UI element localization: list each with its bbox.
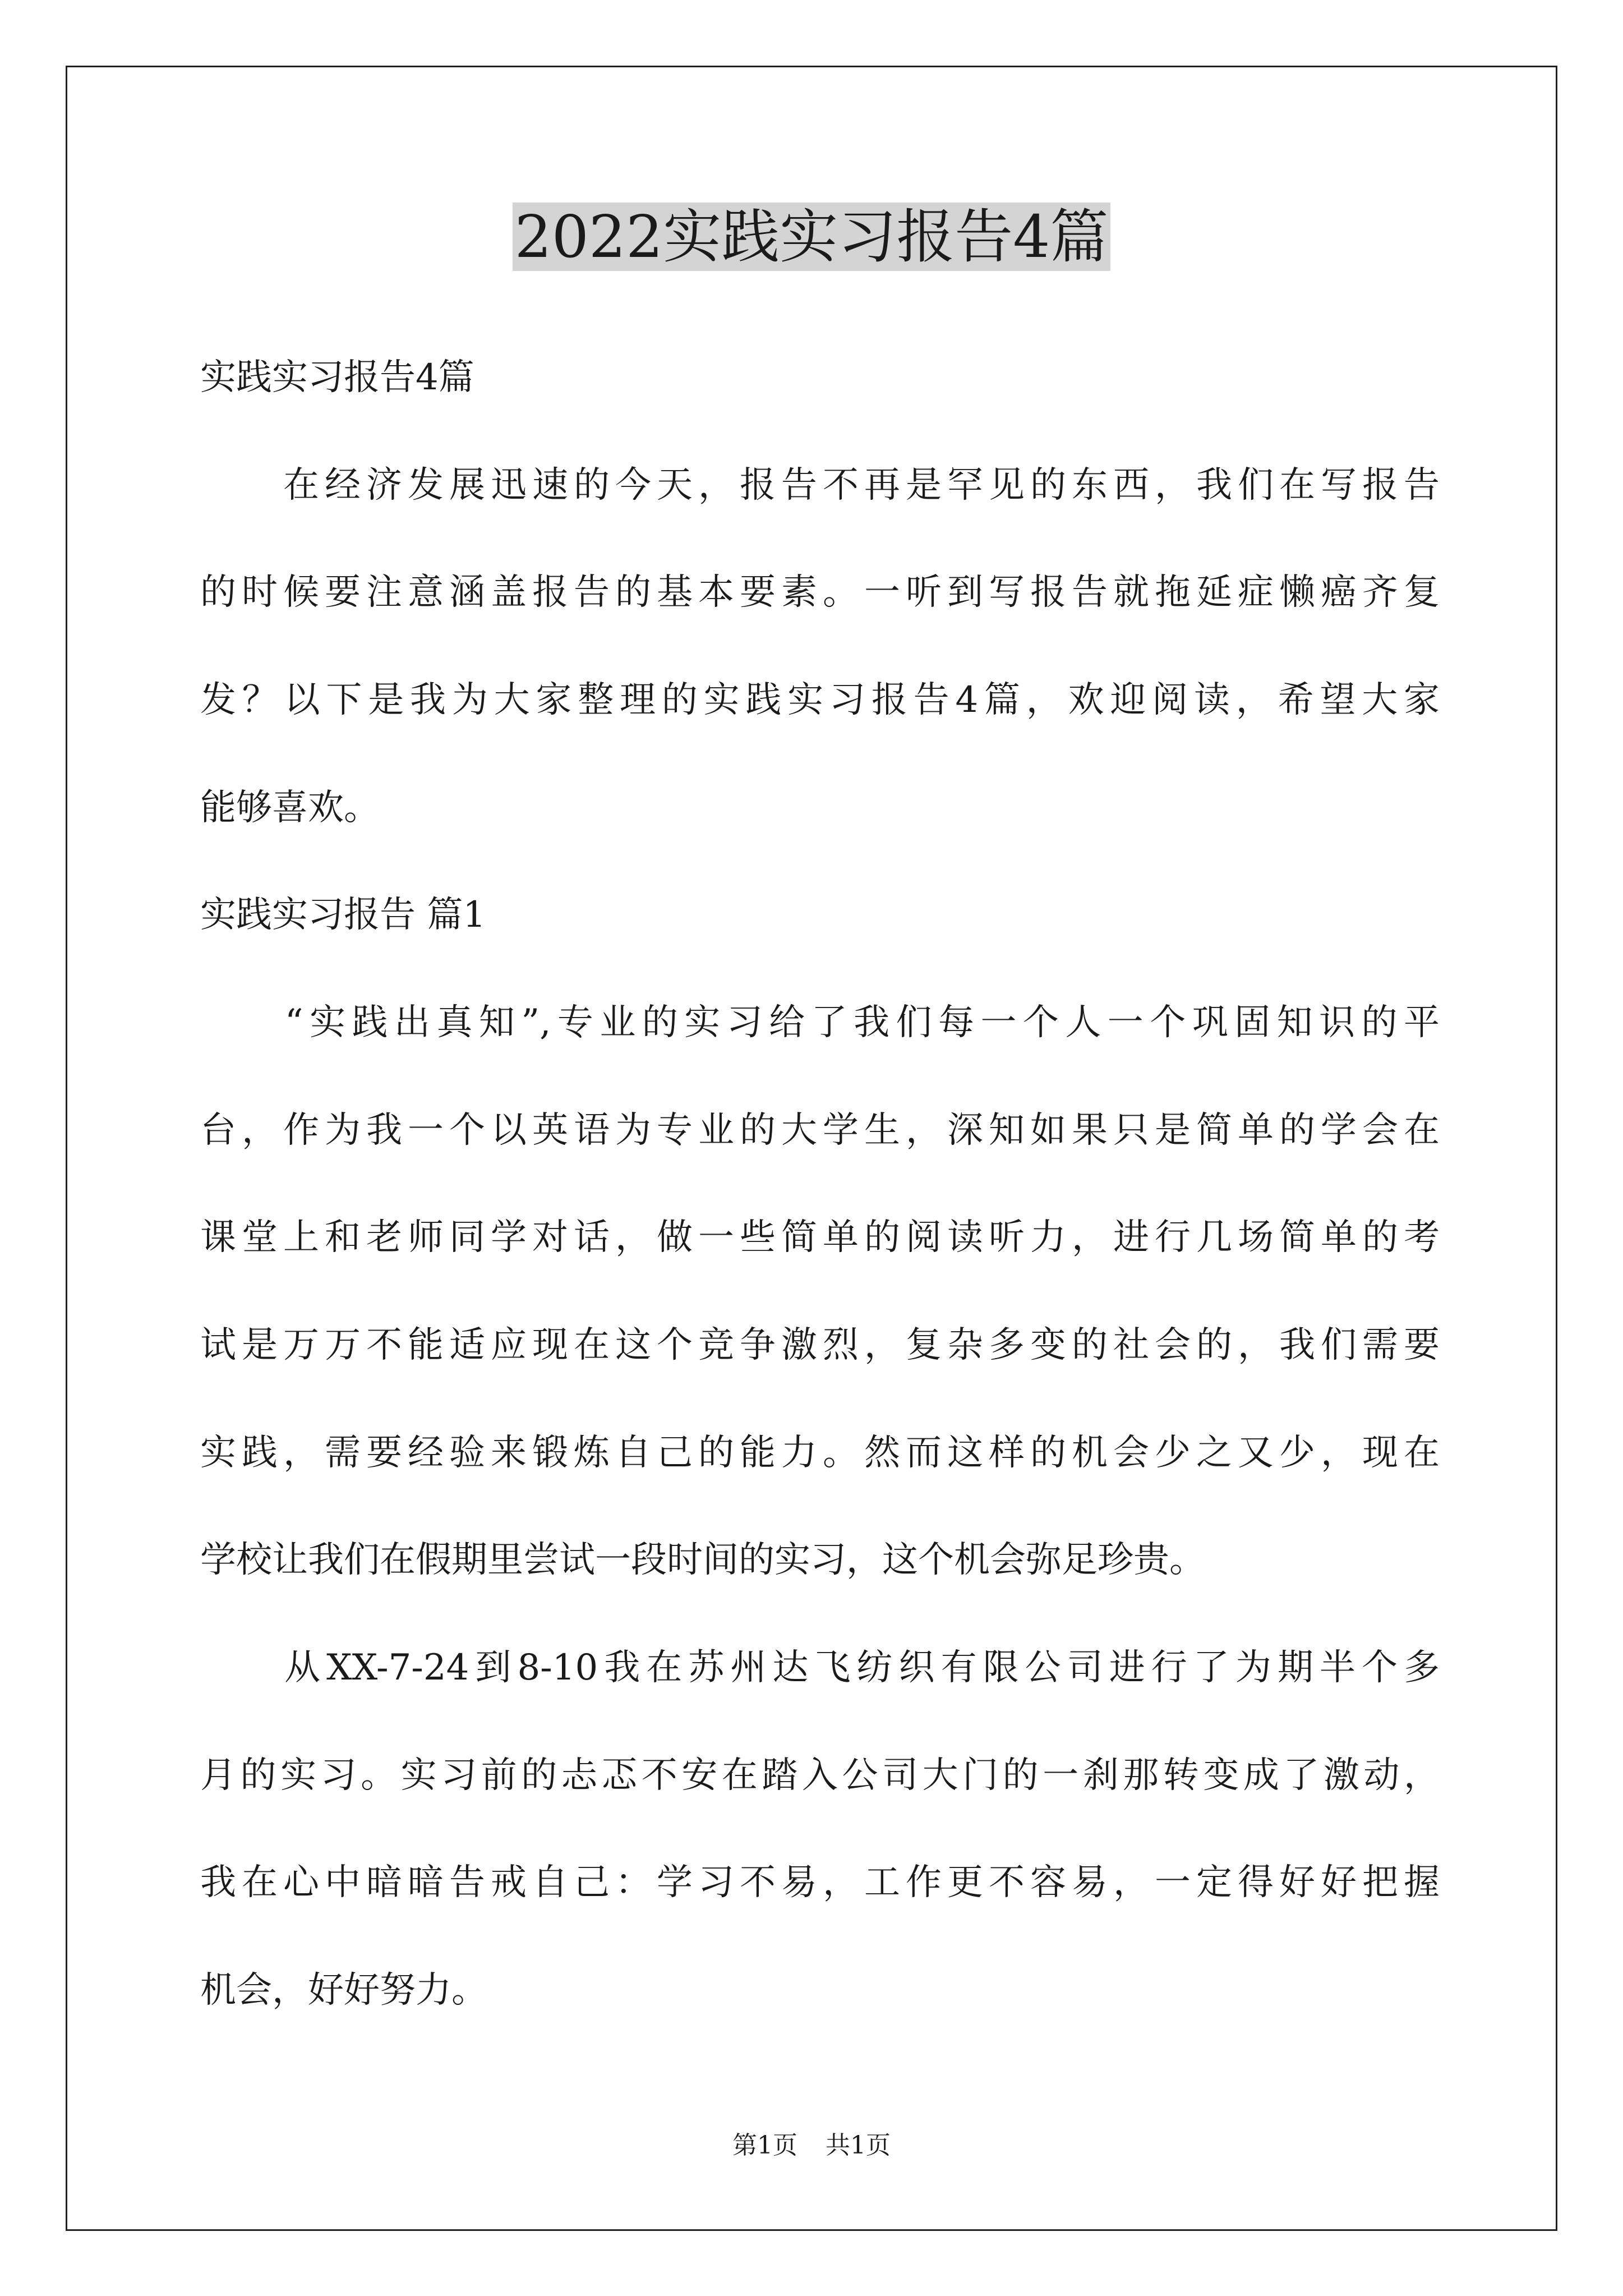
body-line: 发？以下是我为大家整理的实践实习报告4篇，欢迎阅读，希望大家: [200, 679, 1440, 721]
body-line: 的时候要注意涵盖报告的基本要素。一听到写报告就拖延症懒癌齐复: [200, 572, 1440, 613]
body-line: 在经济发展迅速的今天，报告不再是罕见的东西，我们在写报告: [200, 464, 1440, 506]
body-line: 试是万万不能适应现在这个竞争激烈，复杂多变的社会的，我们需要: [200, 1324, 1440, 1366]
subtitle-line: 实践实习报告4篇: [200, 357, 474, 398]
page-total: 共1页: [826, 2131, 891, 2160]
document-title: [0, 197, 1623, 276]
section-heading: 实践实习报告 篇1: [200, 894, 486, 936]
body-line: 实践，需要经验来锻炼自己的能力。然而这样的机会少之又少，现在: [200, 1432, 1440, 1474]
body-line: 课堂上和老师同学对话，做一些简单的阅读听力，进行几场简单的考: [200, 1217, 1440, 1258]
page-number: 第1页: [732, 2131, 797, 2160]
body-line: 机会，好好努力。: [200, 1970, 487, 2011]
body-line: 从XX-7-24到8-10我在苏州达飞纺织有限公司进行了为期半个多: [200, 1647, 1440, 1688]
body-line: 学校让我们在假期里尝试一段时间的实习，这个机会弥足珍贵。: [200, 1539, 1205, 1581]
document-title-text: 2022实践实习报告4篇: [513, 203, 1111, 271]
body-line: 我在心中暗暗告戒自己：学习不易，工作更不容易，一定得好好把握: [200, 1862, 1440, 1903]
body-line: 能够喜欢。: [200, 787, 380, 829]
page-footer: [0, 2129, 1623, 2162]
body-line: 月的实习。实习前的忐忑不安在踏入公司大门的一刹那转变成了激动，: [200, 1755, 1440, 1796]
body-line: “实践出真知”,专业的实习给了我们每一个人一个巩固知识的平: [200, 1002, 1440, 1043]
body-line: 台，作为我一个以英语为专业的大学生，深知如果只是简单的学会在: [200, 1110, 1440, 1151]
